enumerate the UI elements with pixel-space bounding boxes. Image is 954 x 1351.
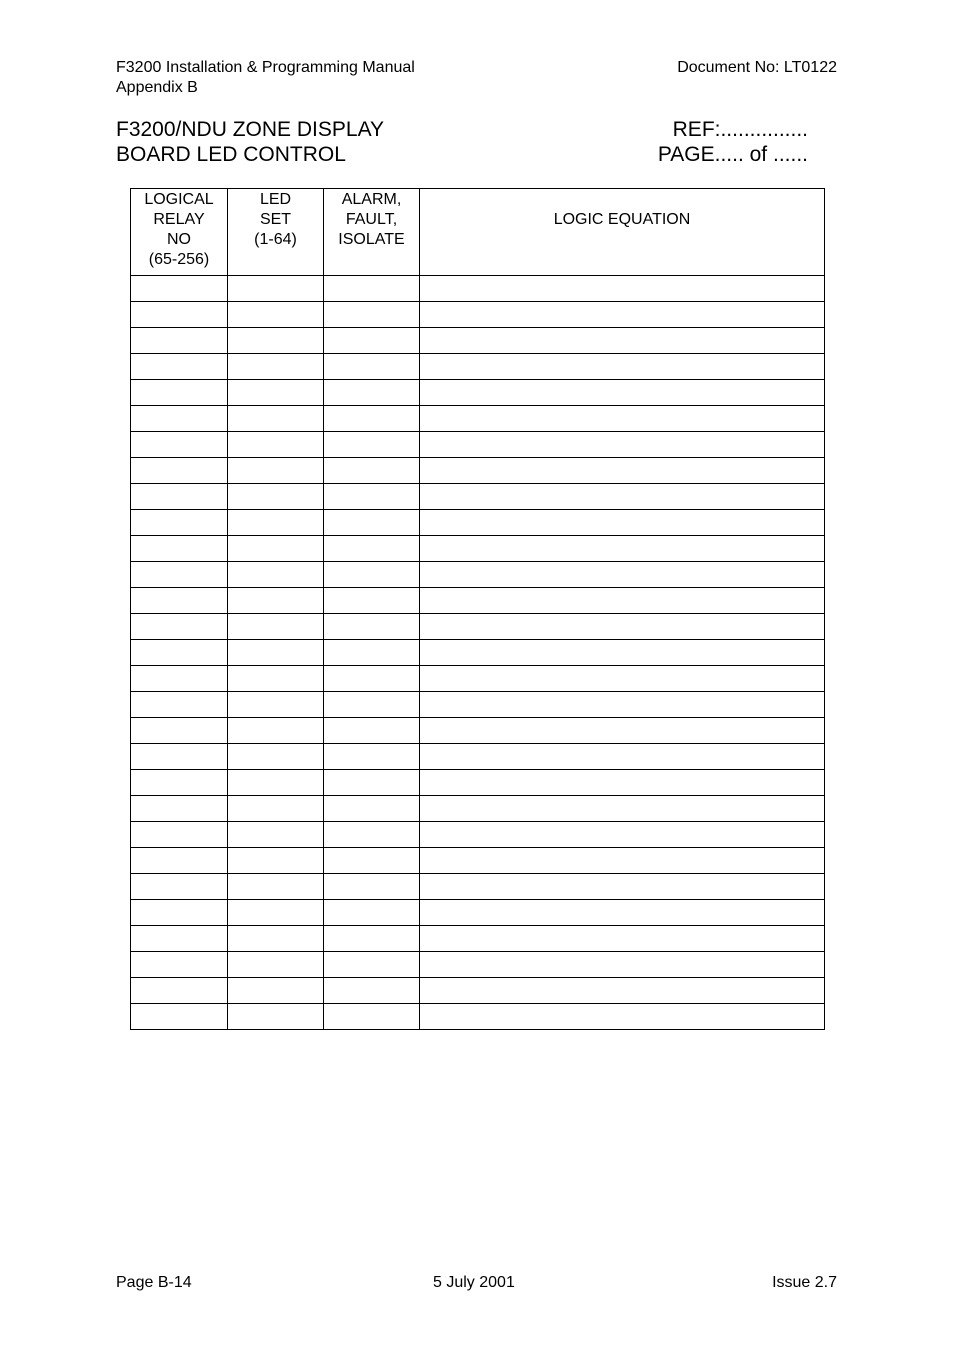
table-row bbox=[131, 822, 825, 848]
cell-led-set bbox=[228, 822, 324, 848]
table-row bbox=[131, 562, 825, 588]
cell-logical-relay-no bbox=[131, 666, 228, 692]
table-row bbox=[131, 770, 825, 796]
cell-logic-equation bbox=[420, 640, 825, 666]
cell-logical-relay-no bbox=[131, 822, 228, 848]
cell-logic-equation bbox=[420, 562, 825, 588]
cell-logic-equation bbox=[420, 510, 825, 536]
cell-logical-relay-no bbox=[131, 276, 228, 302]
led-control-table bbox=[130, 188, 825, 1030]
cell-logical-relay-no bbox=[131, 874, 228, 900]
cell-alarm-fault-isolate bbox=[324, 328, 420, 354]
cell-logic-equation bbox=[420, 770, 825, 796]
cell-led-set bbox=[228, 354, 324, 380]
form-title-line-1: F3200/NDU ZONE DISPLAY bbox=[116, 118, 385, 141]
cell-logical-relay-no bbox=[131, 484, 228, 510]
cell-logic-equation bbox=[420, 328, 825, 354]
cell-logical-relay-no bbox=[131, 328, 228, 354]
cell-logical-relay-no bbox=[131, 770, 228, 796]
table-row bbox=[131, 536, 825, 562]
cell-alarm-fault-isolate bbox=[324, 744, 420, 770]
cell-logic-equation bbox=[420, 900, 825, 926]
cell-logic-equation bbox=[420, 614, 825, 640]
cell-alarm-fault-isolate bbox=[324, 510, 420, 536]
table-row bbox=[131, 952, 825, 978]
table-row bbox=[131, 328, 825, 354]
footer-issue: Issue 2.7 bbox=[772, 1274, 837, 1291]
document-number: Document No: LT0122 bbox=[677, 59, 837, 76]
cell-led-set bbox=[228, 692, 324, 718]
table-row bbox=[131, 588, 825, 614]
appendix-label: Appendix B bbox=[116, 79, 198, 96]
cell-alarm-fault-isolate bbox=[324, 822, 420, 848]
cell-logic-equation bbox=[420, 432, 825, 458]
cell-led-set bbox=[228, 874, 324, 900]
cell-logical-relay-no bbox=[131, 458, 228, 484]
cell-logic-equation bbox=[420, 666, 825, 692]
table-row bbox=[131, 692, 825, 718]
col-header-line: FAULT, bbox=[345, 211, 398, 228]
cell-alarm-fault-isolate bbox=[324, 770, 420, 796]
cell-alarm-fault-isolate bbox=[324, 432, 420, 458]
cell-logic-equation bbox=[420, 874, 825, 900]
cell-logical-relay-no bbox=[131, 692, 228, 718]
cell-led-set bbox=[228, 432, 324, 458]
footer-date: 5 July 2001 bbox=[433, 1274, 515, 1291]
cell-led-set bbox=[228, 900, 324, 926]
cell-logic-equation bbox=[420, 718, 825, 744]
cell-led-set bbox=[228, 978, 324, 1004]
cell-logic-equation bbox=[420, 380, 825, 406]
cell-logical-relay-no bbox=[131, 640, 228, 666]
table-row bbox=[131, 302, 825, 328]
cell-logical-relay-no bbox=[131, 926, 228, 952]
col-header-line: LOGIC EQUATION bbox=[553, 211, 691, 228]
form-title bbox=[116, 117, 384, 167]
cell-logic-equation bbox=[420, 978, 825, 1004]
cell-logical-relay-no bbox=[131, 406, 228, 432]
cell-logic-equation bbox=[420, 692, 825, 718]
cell-alarm-fault-isolate bbox=[324, 796, 420, 822]
cell-led-set bbox=[228, 614, 324, 640]
cell-logical-relay-no bbox=[131, 978, 228, 1004]
cell-logical-relay-no bbox=[131, 796, 228, 822]
cell-led-set bbox=[228, 510, 324, 536]
cell-alarm-fault-isolate bbox=[324, 666, 420, 692]
col-header-line: (1-64) bbox=[254, 231, 297, 248]
col-header-line: LOGICAL bbox=[144, 191, 214, 208]
col-header-line: NO bbox=[167, 231, 191, 248]
cell-led-set bbox=[228, 718, 324, 744]
table-row bbox=[131, 484, 825, 510]
col-led-set bbox=[228, 189, 324, 276]
cell-alarm-fault-isolate bbox=[324, 926, 420, 952]
table-row bbox=[131, 900, 825, 926]
form-title-line-2: BOARD LED CONTROL bbox=[116, 143, 346, 166]
table-row bbox=[131, 276, 825, 302]
cell-logical-relay-no bbox=[131, 588, 228, 614]
col-header-line: LED bbox=[259, 191, 292, 208]
table-row bbox=[131, 848, 825, 874]
cell-logical-relay-no bbox=[131, 848, 228, 874]
cell-alarm-fault-isolate bbox=[324, 640, 420, 666]
table-row bbox=[131, 432, 825, 458]
cell-led-set bbox=[228, 328, 324, 354]
cell-logic-equation bbox=[420, 276, 825, 302]
cell-logic-equation bbox=[420, 406, 825, 432]
cell-logic-equation bbox=[420, 952, 825, 978]
cell-led-set bbox=[228, 848, 324, 874]
col-header-line: (65-256) bbox=[148, 251, 210, 268]
cell-logical-relay-no bbox=[131, 1004, 228, 1030]
cell-led-set bbox=[228, 406, 324, 432]
cell-led-set bbox=[228, 588, 324, 614]
col-alarm-fault-isolate bbox=[324, 189, 420, 276]
table-row bbox=[131, 380, 825, 406]
cell-logic-equation bbox=[420, 1004, 825, 1030]
cell-led-set bbox=[228, 666, 324, 692]
table-row bbox=[131, 718, 825, 744]
col-logical-relay-no bbox=[131, 189, 228, 276]
col-header-line: SET bbox=[259, 211, 292, 228]
cell-alarm-fault-isolate bbox=[324, 302, 420, 328]
cell-logic-equation bbox=[420, 458, 825, 484]
col-header-line: ISOLATE bbox=[338, 231, 405, 248]
footer-page-number: Page B-14 bbox=[116, 1274, 192, 1291]
table-row bbox=[131, 874, 825, 900]
cell-alarm-fault-isolate bbox=[324, 484, 420, 510]
cell-alarm-fault-isolate bbox=[324, 900, 420, 926]
cell-logical-relay-no bbox=[131, 510, 228, 536]
table-row bbox=[131, 926, 825, 952]
cell-led-set bbox=[228, 458, 324, 484]
cell-alarm-fault-isolate bbox=[324, 354, 420, 380]
cell-logical-relay-no bbox=[131, 744, 228, 770]
cell-logical-relay-no bbox=[131, 562, 228, 588]
cell-logical-relay-no bbox=[131, 718, 228, 744]
cell-logic-equation bbox=[420, 796, 825, 822]
cell-logical-relay-no bbox=[131, 432, 228, 458]
manual-title: F3200 Installation & Programming Manual bbox=[116, 59, 415, 76]
cell-alarm-fault-isolate bbox=[324, 952, 420, 978]
table-row bbox=[131, 796, 825, 822]
table-row bbox=[131, 744, 825, 770]
cell-led-set bbox=[228, 1004, 324, 1030]
ref-page-block bbox=[600, 117, 808, 167]
cell-logic-equation bbox=[420, 744, 825, 770]
cell-logic-equation bbox=[420, 588, 825, 614]
table-row bbox=[131, 458, 825, 484]
cell-logical-relay-no bbox=[131, 900, 228, 926]
col-header-line: ALARM, bbox=[341, 191, 402, 208]
cell-alarm-fault-isolate bbox=[324, 406, 420, 432]
cell-logical-relay-no bbox=[131, 614, 228, 640]
cell-alarm-fault-isolate bbox=[324, 614, 420, 640]
cell-logic-equation bbox=[420, 302, 825, 328]
document-header-left bbox=[116, 58, 415, 98]
cell-logical-relay-no bbox=[131, 380, 228, 406]
cell-led-set bbox=[228, 640, 324, 666]
cell-led-set bbox=[228, 562, 324, 588]
table-body bbox=[131, 276, 825, 1030]
cell-alarm-fault-isolate bbox=[324, 458, 420, 484]
table-row bbox=[131, 510, 825, 536]
table-header-row bbox=[131, 189, 825, 276]
cell-alarm-fault-isolate bbox=[324, 380, 420, 406]
cell-logic-equation bbox=[420, 484, 825, 510]
cell-logic-equation bbox=[420, 926, 825, 952]
cell-logic-equation bbox=[420, 822, 825, 848]
cell-logical-relay-no bbox=[131, 536, 228, 562]
table-row bbox=[131, 354, 825, 380]
cell-alarm-fault-isolate bbox=[324, 978, 420, 1004]
ref-field: REF:............... bbox=[672, 118, 808, 141]
table-row bbox=[131, 666, 825, 692]
cell-alarm-fault-isolate bbox=[324, 1004, 420, 1030]
cell-alarm-fault-isolate bbox=[324, 874, 420, 900]
cell-alarm-fault-isolate bbox=[324, 848, 420, 874]
cell-led-set bbox=[228, 952, 324, 978]
cell-logical-relay-no bbox=[131, 354, 228, 380]
cell-alarm-fault-isolate bbox=[324, 718, 420, 744]
col-logic-equation bbox=[420, 189, 825, 276]
cell-led-set bbox=[228, 770, 324, 796]
cell-alarm-fault-isolate bbox=[324, 692, 420, 718]
cell-logic-equation bbox=[420, 848, 825, 874]
page-field: PAGE..... of ...... bbox=[657, 143, 808, 166]
table-row bbox=[131, 1004, 825, 1030]
table-row bbox=[131, 640, 825, 666]
cell-alarm-fault-isolate bbox=[324, 588, 420, 614]
table-row bbox=[131, 978, 825, 1004]
cell-led-set bbox=[228, 302, 324, 328]
cell-led-set bbox=[228, 744, 324, 770]
col-header-line: RELAY bbox=[153, 211, 205, 228]
cell-logic-equation bbox=[420, 536, 825, 562]
cell-logic-equation bbox=[420, 354, 825, 380]
cell-alarm-fault-isolate bbox=[324, 276, 420, 302]
cell-logical-relay-no bbox=[131, 952, 228, 978]
cell-led-set bbox=[228, 276, 324, 302]
cell-led-set bbox=[228, 796, 324, 822]
cell-logical-relay-no bbox=[131, 302, 228, 328]
cell-led-set bbox=[228, 484, 324, 510]
table-row bbox=[131, 614, 825, 640]
cell-alarm-fault-isolate bbox=[324, 536, 420, 562]
cell-led-set bbox=[228, 380, 324, 406]
cell-alarm-fault-isolate bbox=[324, 562, 420, 588]
cell-led-set bbox=[228, 536, 324, 562]
cell-led-set bbox=[228, 926, 324, 952]
table-row bbox=[131, 406, 825, 432]
